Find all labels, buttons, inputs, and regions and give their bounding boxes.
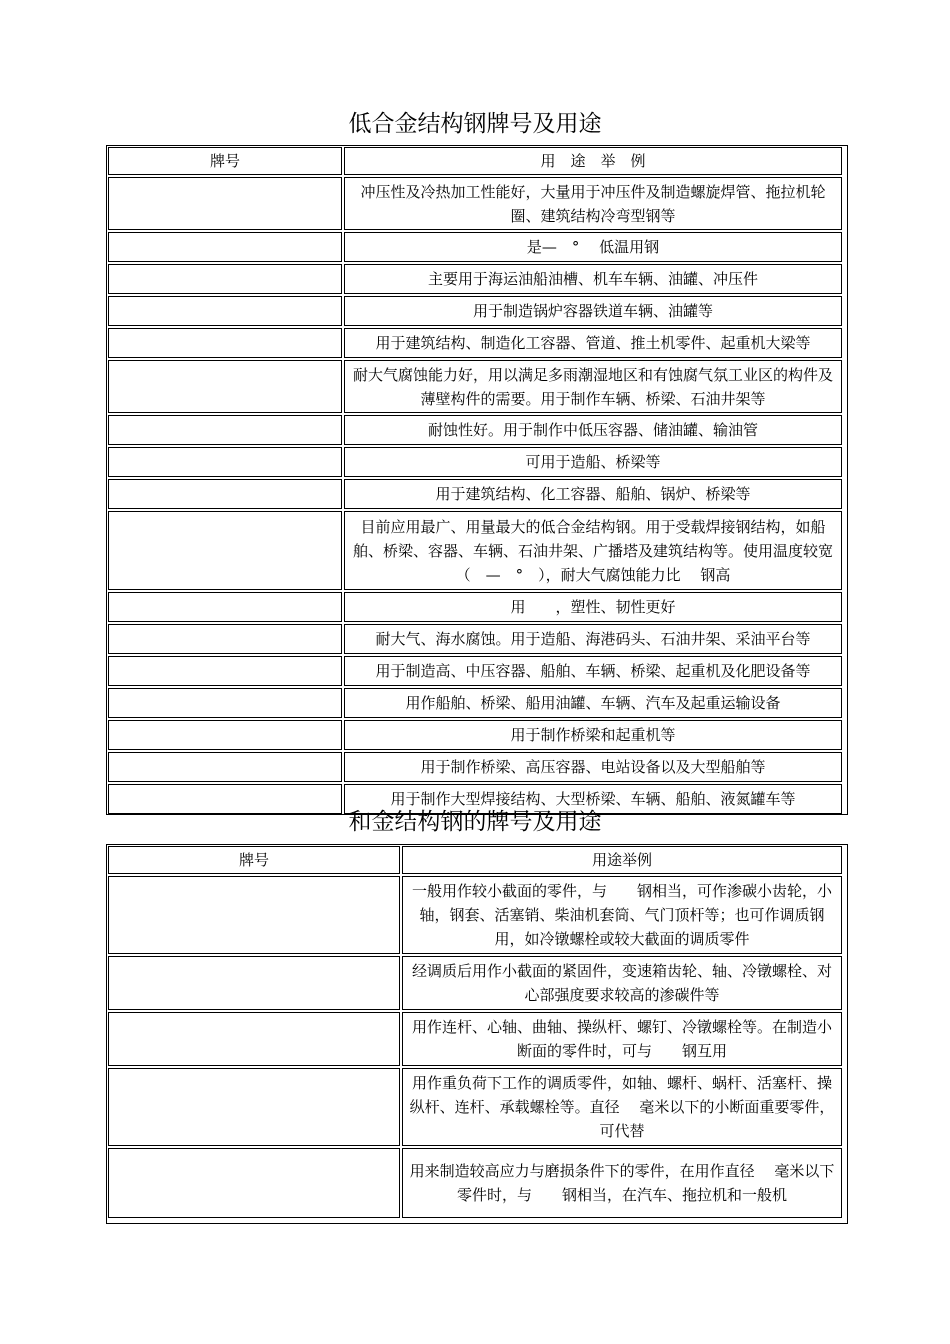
usage-cell — [344, 624, 842, 654]
grade-cell — [108, 1148, 400, 1218]
usage-cell — [402, 956, 842, 1010]
usage-cell — [344, 296, 842, 326]
table-row — [108, 752, 846, 782]
table-row — [108, 1148, 846, 1218]
grade-usage-table-1 — [106, 145, 848, 815]
grade-cell — [108, 752, 342, 782]
grade-cell — [108, 232, 342, 262]
usage-cell — [344, 511, 842, 590]
usage-text: 冲压性及冷热加工性能好，大量用于冲压件及制造螺旋焊管、拖拉机轮圈、建筑结构冷弯型钢等 — [360, 182, 826, 225]
table-row — [108, 1012, 846, 1066]
usage-text: 一般用作较小截面的零件，与 钢相当，可作渗碳小齿轮，小轴，钢套、活塞销、柴油机套筒、气门顶杆等；也可作调质钢用，如冷镦螺栓或较大截面的调质零件 — [411, 882, 832, 948]
grade-cell — [108, 511, 342, 590]
table-row — [108, 656, 846, 686]
usage-text: 耐大气、海水腐蚀。用于造船、海港码头、石油井架、采油平台等 — [375, 630, 811, 648]
grade-cell — [108, 624, 342, 654]
usage-text: 是— ° 低温用钢 — [526, 238, 660, 256]
usage-cell — [344, 447, 842, 477]
usage-text: 目前应用最广、用量最大的低合金结构钢。用于受载焊接钢结构，如船舶、桥梁、容器、车辆、石油井架、广播塔及建筑结构等。使用温度较宽（ — ° ），耐大气腐蚀能力比 钢高 — [352, 517, 833, 584]
usage-text: 用于建筑结构、化工容器、船舶、锅炉、桥梁等 — [435, 485, 751, 503]
usage-cell — [344, 479, 842, 509]
table-row — [108, 360, 846, 413]
header-grade: 牌号 — [108, 147, 342, 175]
usage-text: 用于制造高、中压容器、船舶、车辆、桥梁、起重机及化肥设备等 — [375, 662, 811, 680]
usage-text: 用作重负荷下工作的调质零件，如轴、螺杆、蜗杆、活塞杆、操纵杆、连杆、承载螺栓等。直径 毫米以下的小断面重要零件，可代替 — [409, 1074, 835, 1140]
header-usage: 用 途 举 例 — [344, 147, 842, 175]
usage-cell — [344, 720, 842, 750]
table-row — [108, 720, 846, 750]
usage-cell — [402, 1012, 842, 1066]
grade-cell — [108, 479, 342, 509]
table-row — [108, 296, 846, 326]
grade-cell — [108, 264, 342, 294]
grade-cell — [108, 1012, 400, 1066]
usage-text: 用来制造较高应力与磨损条件下的零件，在用作直径 毫米以下零件时，与 钢相当，在汽车、拖拉机和一般机 — [409, 1162, 835, 1204]
grade-cell — [108, 296, 342, 326]
usage-cell — [344, 232, 842, 262]
table-row — [108, 232, 846, 262]
usage-text: 用于制作大型焊接结构、大型桥梁、车辆、船舶、液氮罐车等 — [390, 790, 796, 808]
usage-cell — [344, 656, 842, 686]
usage-cell — [402, 876, 842, 954]
usage-text: 耐大气腐蚀能力好，用以满足多雨潮湿地区和有蚀腐气氛工业区的构件及薄壁构件的需要。用于制作车辆、桥梁、石油井架等 — [352, 365, 833, 408]
usage-text: 用于制作桥梁、高压容器、电站设备以及大型船舶等 — [420, 758, 766, 776]
grade-cell — [108, 656, 342, 686]
usage-text: 主要用于海运油船油槽、机车车辆、油罐、冲压件 — [427, 270, 758, 288]
usage-cell — [344, 688, 842, 718]
usage-cell — [344, 415, 842, 445]
table-header-row — [108, 147, 846, 175]
table-row — [108, 415, 846, 445]
header-grade: 牌号 — [108, 846, 400, 874]
usage-text: 用作连杆、心轴、曲轴、操纵杆、螺钉、冷镦螺栓等。在制造小断面的零件时，可与 钢互用 — [411, 1018, 832, 1060]
table-row — [108, 447, 846, 477]
usage-cell — [344, 177, 842, 230]
header-usage: 用途举例 — [402, 846, 842, 874]
grade-cell — [108, 1068, 400, 1146]
table-row — [108, 592, 846, 622]
usage-text: 经调质后用作小截面的紧固件，变速箱齿轮、轴、冷镦螺栓、对心部强度要求较高的渗碳件等 — [411, 962, 832, 1004]
usage-text: 用于建筑结构、制造化工容器、管道、推土机零件、起重机大梁等 — [375, 334, 811, 352]
usage-cell — [344, 328, 842, 358]
usage-cell — [344, 360, 842, 413]
usage-text: 用 ，塑性、韧性更好 — [510, 598, 676, 616]
usage-text: 用于制作桥梁和起重机等 — [510, 726, 676, 744]
usage-cell — [344, 752, 842, 782]
table-1-title: 低合金结构钢牌号及用途 — [348, 111, 602, 137]
table-row — [108, 624, 846, 654]
table-row — [108, 328, 846, 358]
usage-text: 耐蚀性好。用于制作中低压容器、储油罐、输油管 — [427, 421, 758, 439]
grade-cell — [108, 592, 342, 622]
table-row — [108, 956, 846, 1010]
grade-cell — [108, 688, 342, 718]
usage-cell — [344, 264, 842, 294]
grade-cell — [108, 360, 342, 413]
grade-cell — [108, 177, 342, 230]
table-row — [108, 479, 846, 509]
usage-cell — [344, 592, 842, 622]
usage-text: 用作船舶、桥梁、船用油罐、车辆、汽车及起重运输设备 — [405, 694, 781, 712]
grade-cell — [108, 447, 342, 477]
table-header-row — [108, 846, 846, 874]
table-row — [108, 688, 846, 718]
table-row — [108, 511, 846, 590]
grade-cell — [108, 876, 400, 954]
usage-cell — [402, 1068, 842, 1146]
table-row — [108, 876, 846, 954]
table-row — [108, 1068, 846, 1146]
grade-usage-table-2 — [106, 844, 848, 1224]
grade-cell — [108, 415, 342, 445]
usage-cell — [402, 1148, 842, 1218]
table-2-title: 和金结构钢的牌号及用途 — [348, 809, 602, 835]
usage-text: 用于制造锅炉容器铁道车辆、油罐等 — [472, 302, 713, 320]
table-row — [108, 177, 846, 230]
grade-cell — [108, 720, 342, 750]
table-row — [108, 264, 846, 294]
usage-text: 可用于造船、桥梁等 — [525, 453, 661, 471]
grade-cell — [108, 328, 342, 358]
grade-cell — [108, 956, 400, 1010]
